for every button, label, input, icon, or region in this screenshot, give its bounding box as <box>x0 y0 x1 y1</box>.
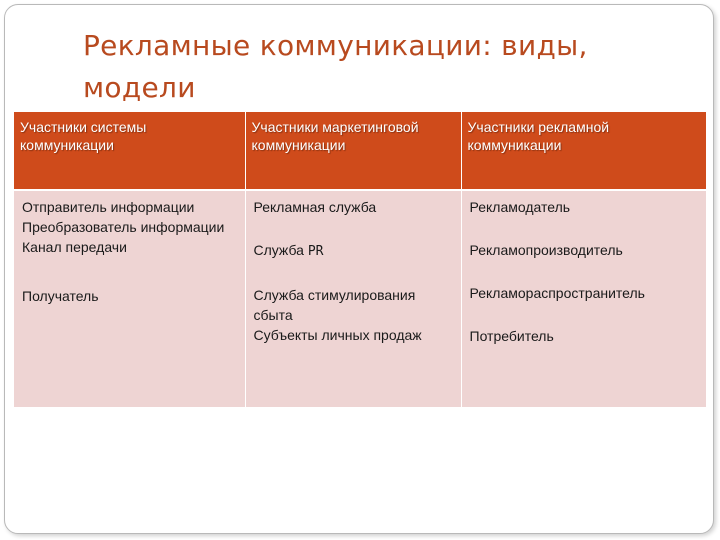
consumer-text: Потребитель <box>469 328 554 344</box>
communication-table <box>14 112 706 407</box>
table-header-row <box>14 112 706 190</box>
sender-text: Отправитель информации <box>22 199 195 215</box>
ad-service-text: Рекламная служба <box>253 199 377 215</box>
table-row <box>14 190 706 407</box>
sales-promotion-line-2: сбыта <box>253 307 293 323</box>
ad-producer-text: Рекламопроизводитель <box>469 242 623 258</box>
channel-text: Канал передачи <box>22 239 127 255</box>
receiver-text: Получатель <box>22 288 99 304</box>
slide-title <box>83 25 643 109</box>
cell-advertising-participants <box>461 190 706 407</box>
cell-marketing-participants <box>245 190 461 407</box>
title-line-1: Рекламные коммуникации: виды, <box>83 29 588 62</box>
pr-service-text: Служба PR <box>253 242 324 259</box>
header-marketing-participants: Участники маркетинговой коммуникации <box>245 112 461 190</box>
header-system-participants: Участники системы коммуникации <box>14 112 245 190</box>
ad-distributor-text: Рекламораспространитель <box>469 285 645 301</box>
cell-system-participants <box>14 190 245 407</box>
sales-promotion-line-1: Служба стимулирования <box>253 287 416 303</box>
title-line-2: модели <box>83 71 196 104</box>
transformer-text: Преобразователь информации <box>22 219 225 235</box>
advertiser-text: Рекламодатель <box>469 199 571 215</box>
header-advertising-participants: Участники рекламной коммуникации <box>461 112 706 190</box>
personal-sales-text: Субъекты личных продаж <box>253 327 422 343</box>
